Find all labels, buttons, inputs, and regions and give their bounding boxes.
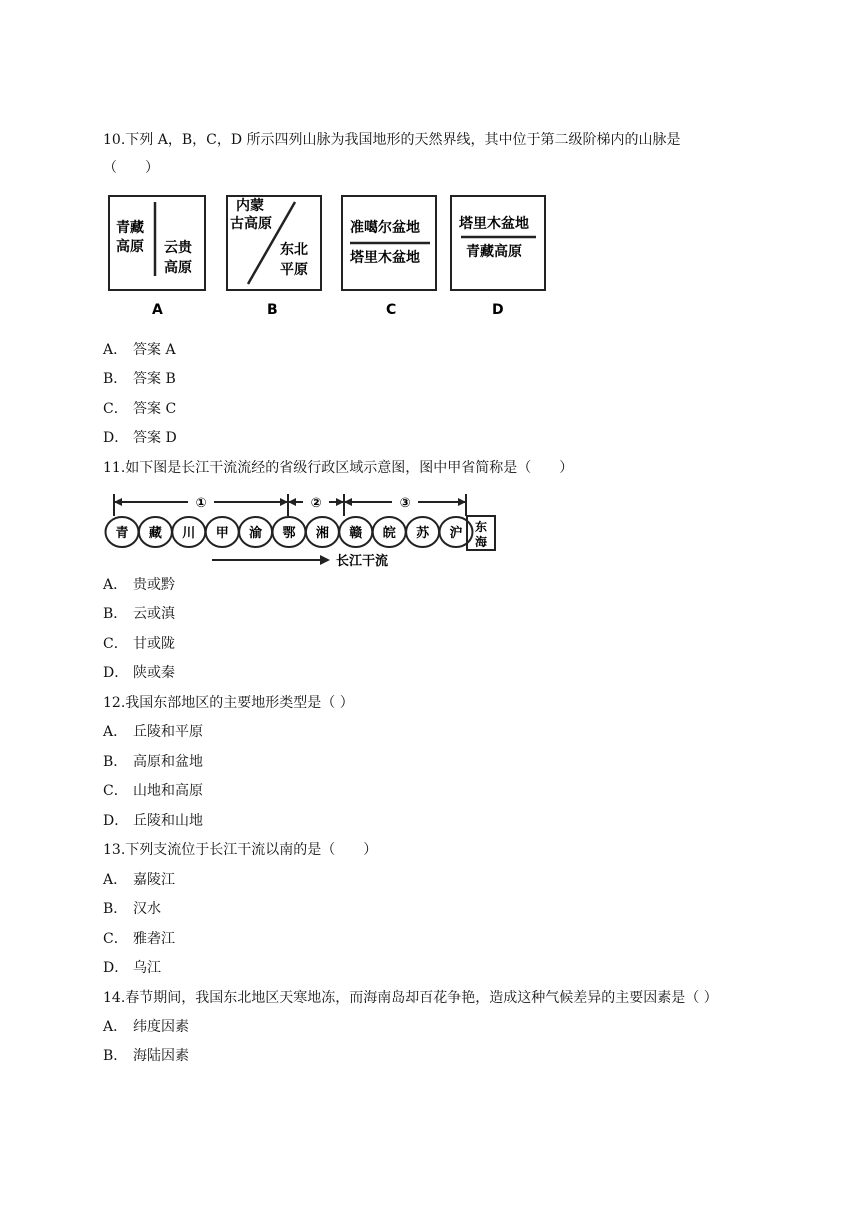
q13-option-c[interactable]	[103, 930, 175, 948]
q10-option-c[interactable]	[103, 400, 176, 418]
option-text: 高原和盆地	[133, 754, 203, 770]
q12-stem: 12.我国东部地区的主要地形类型是（ ）	[103, 695, 354, 711]
option-text: 丘陵和山地	[133, 813, 203, 829]
q14-option-b[interactable]	[103, 1047, 189, 1065]
option-text: 云或滇	[133, 606, 175, 622]
option-letter: A．	[103, 577, 128, 593]
sea-label-2: 海	[474, 535, 488, 549]
province-label: 渝	[249, 526, 263, 541]
q13-option-a[interactable]	[103, 871, 175, 889]
boxC-top: 准噶尔盆地	[350, 220, 420, 236]
boxB-top-l1: 内蒙	[236, 198, 264, 214]
segment-label-3: ③	[399, 496, 411, 511]
q11-stem: 11.如下图是长江干流流经的省级行政区域示意图，图中甲省简称是（ ）	[103, 460, 574, 476]
boxA-caption: A	[152, 302, 163, 318]
option-letter: D．	[103, 665, 129, 681]
q10-stem-paren: （ ）	[103, 160, 159, 176]
q14-option-a[interactable]	[103, 1018, 189, 1036]
river-label: 长江干流	[336, 554, 389, 569]
q12-option-b[interactable]	[103, 753, 203, 771]
option-text: 陕或秦	[133, 665, 175, 681]
option-letter: A．	[103, 1019, 128, 1035]
province-label: 川	[182, 526, 196, 541]
boxC-caption: C	[386, 302, 397, 318]
option-text: 贵或黔	[133, 577, 175, 593]
province-label: 皖	[382, 526, 396, 541]
option-text: 答案 A	[133, 342, 176, 358]
option-letter: B．	[103, 371, 128, 387]
province-label: 苏	[416, 526, 430, 541]
boxB-bottom-l2: 平原	[280, 262, 308, 278]
province-label: 鄂	[282, 526, 296, 541]
q13-option-b[interactable]	[103, 900, 161, 918]
q11-option-c[interactable]	[103, 635, 175, 653]
province-label: 湘	[315, 526, 329, 541]
option-text: 纬度因素	[133, 1019, 189, 1035]
boxC-bottom: 塔里木盆地	[350, 250, 420, 266]
option-letter: B．	[103, 901, 128, 917]
boxA-left-bottom: 高原	[116, 239, 144, 255]
option-text: 答案 D	[133, 430, 177, 446]
option-text: 雅砻江	[133, 931, 175, 947]
sea-label-1: 东	[474, 520, 488, 534]
boxB-caption: B	[267, 302, 278, 318]
option-text: 海陆因素	[133, 1048, 189, 1064]
q13-option-d[interactable]	[103, 959, 161, 977]
segment-label-1: ①	[195, 496, 207, 511]
option-text: 汉水	[133, 901, 161, 917]
option-letter: A．	[103, 724, 128, 740]
q11-option-b[interactable]	[103, 605, 175, 623]
province-label: 沪	[449, 526, 463, 541]
option-letter: C．	[103, 636, 128, 652]
option-letter: D．	[103, 430, 129, 446]
q14-stem: 14.春节期间，我国东北地区天寒地冻，而海南岛却百花争艳，造成这种气候差异的主要因素是（ ）	[103, 990, 718, 1006]
q11-figure	[100, 486, 500, 570]
province-label: 青	[115, 526, 129, 541]
boxB-top-l2: 古高原	[230, 216, 272, 232]
q12-option-c[interactable]	[103, 782, 203, 800]
q10-stem: 10.下列 A，B，C，D 所示四列山脉为我国地形的天然界线，其中位于第二级阶梯内的山脉是	[103, 132, 681, 148]
province-label: 甲	[215, 526, 229, 541]
q12-option-d[interactable]	[103, 812, 203, 830]
option-text: 答案 C	[133, 401, 177, 417]
option-text: 乌江	[133, 960, 161, 976]
option-text: 丘陵和平原	[133, 724, 203, 740]
option-text: 答案 B	[133, 371, 176, 387]
q10-option-a[interactable]	[103, 341, 176, 359]
q10-option-d[interactable]	[103, 429, 177, 447]
option-letter: A．	[103, 342, 128, 358]
boxB-bottom-l1: 东北	[280, 242, 308, 258]
province-label: 藏	[148, 526, 162, 541]
option-letter: B．	[103, 754, 128, 770]
boxD-bottom: 青藏高原	[466, 244, 522, 260]
province-label: 赣	[349, 526, 363, 541]
boxA-right-bottom: 高原	[164, 260, 192, 276]
q11-option-a[interactable]	[103, 576, 175, 594]
option-letter: B．	[103, 1048, 128, 1064]
option-letter: A．	[103, 872, 128, 888]
q10-option-b[interactable]	[103, 370, 176, 388]
boxA-right-top: 云贵	[164, 240, 192, 256]
q10-figure	[100, 188, 560, 323]
q13-stem: 13.下列支流位于长江干流以南的是（ ）	[103, 842, 378, 858]
option-text: 甘或陇	[133, 636, 175, 652]
option-letter: D．	[103, 960, 129, 976]
q12-option-a[interactable]	[103, 723, 203, 741]
option-letter: B．	[103, 606, 128, 622]
boxA-left-top: 青藏	[116, 220, 144, 236]
option-letter: C．	[103, 931, 128, 947]
segment-label-2: ②	[310, 496, 322, 511]
option-text: 嘉陵江	[133, 872, 175, 888]
option-letter: C．	[103, 401, 128, 417]
option-text: 山地和高原	[133, 783, 203, 799]
boxD-top: 塔里木盆地	[459, 216, 529, 232]
q11-option-d[interactable]	[103, 664, 175, 682]
boxD-caption: D	[492, 302, 504, 318]
option-letter: D．	[103, 813, 129, 829]
option-letter: C．	[103, 783, 128, 799]
